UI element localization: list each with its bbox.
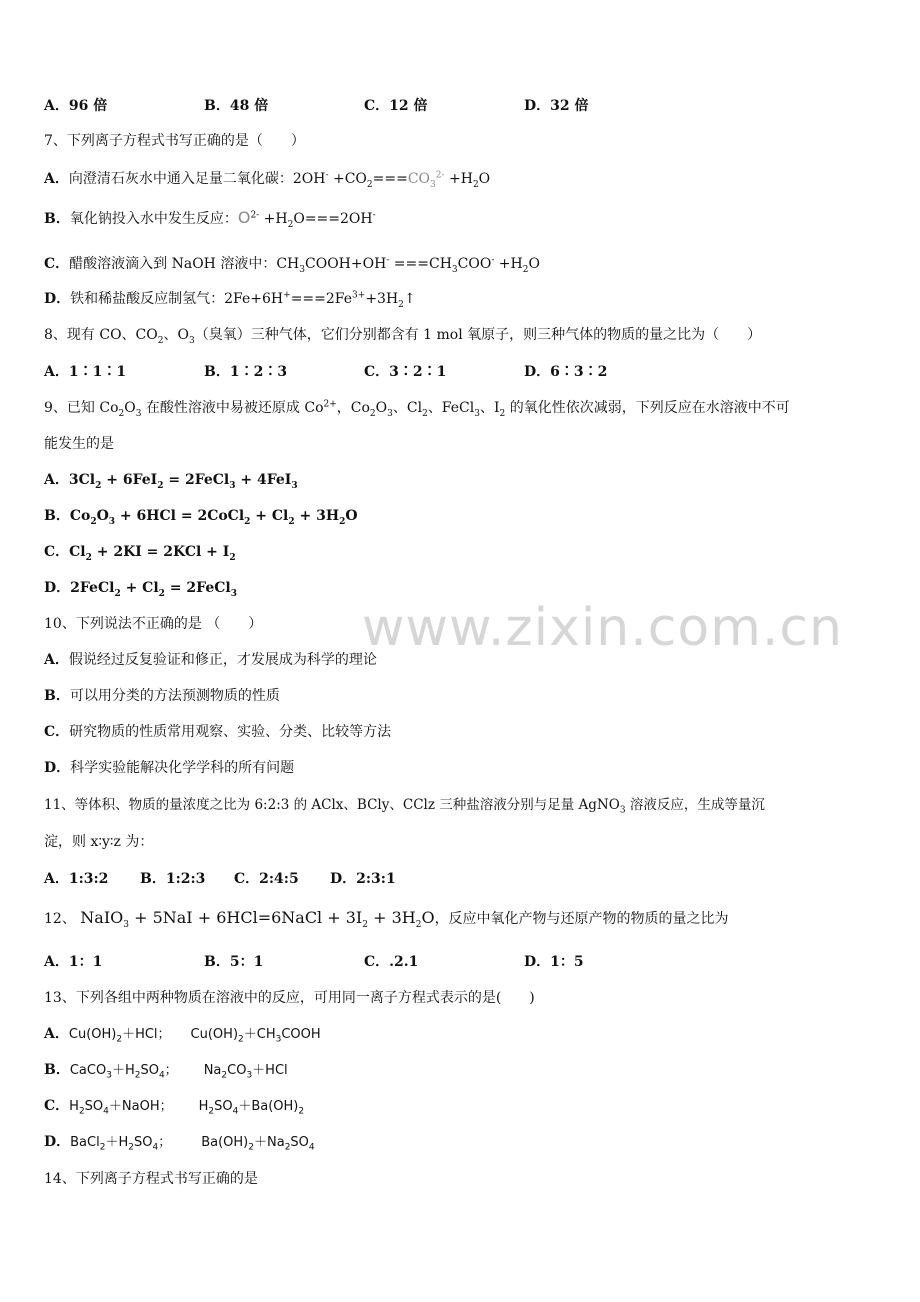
oxide-ion-image: O [237, 208, 251, 227]
q12-equation: NaIO$_3$ + 5NaI + 6HCl=6NaCl + $3I_2 + 3H_2O$ [80, 908, 435, 931]
q9-option-c[interactable]: C．$Cl_2 + 2KI = 2KCl + I_2$ [44, 544, 236, 563]
q10-stem: 10、下列说法不正确的是 （ ） [44, 616, 263, 632]
q12-option-b[interactable]: B．5：1 [204, 954, 264, 970]
q7-option-a[interactable]: A．向澄清石灰水中通入足量二氧化碳：$2OH^- +CO_2===CO_3^{2-} +H_2O$ [44, 170, 491, 190]
q13-option-c[interactable]: C．$H_2SO_4+NaOH$； $H_2SO_4+Ba(OH)_2$ [44, 1098, 305, 1117]
q11-stem-line2: 淀，则 x∶y∶z 为： [44, 834, 154, 850]
q13-option-a[interactable]: A．$Cu(OH)_2+HCl$； $Cu(OH)_2+CH_3COOH$ [44, 1026, 321, 1045]
q9-stem-line2: 能发生的是 [44, 436, 114, 452]
q9-option-d[interactable]: D．2FeCl$_2$ + $Cl_2$ = 2FeCl$_3$ [44, 580, 237, 599]
q7-stem: 7、下列离子方程式书写正确的是（ ） [44, 133, 305, 149]
q8-stem: 8、现有 CO、$CO_2$、$O_3$（臭氧）三种气体，它们分别都含有 1 mol 氧原子，则三种气体的物质的量之比为（ ） [44, 327, 762, 346]
q14-stem: 14、下列离子方程式书写正确的是 [44, 1171, 258, 1187]
q12-option-d[interactable]: D．1：5 [524, 954, 584, 970]
q8-option-b[interactable]: B．1∶2∶3 [204, 364, 288, 380]
q11-stem-line1: 11、等体积、物质的量浓度之比为 6:2:3 的 AClx、BCly、CClz 三种盐溶液分别与足量 AgNO$_3$ 溶液反应，生成等量沉 [44, 797, 765, 816]
q12-option-a[interactable]: A．1：1 [44, 954, 103, 970]
q11-option-c[interactable]: C．2:4:5 [234, 871, 299, 887]
q10-option-c[interactable]: C．研究物质的性质常用观察、实验、分类、比较等方法 [44, 724, 392, 740]
q6-option-c[interactable]: C．12 倍 [364, 98, 428, 114]
q10-option-a[interactable]: A．假说经过反复验证和修正，才发展成为科学的理论 [44, 652, 377, 668]
q10-option-b[interactable]: B．可以用分类的方法预测物质的性质 [44, 688, 280, 704]
q6-option-d[interactable]: D．32 倍 [524, 98, 589, 114]
q8-option-d[interactable]: D．6∶3∶2 [524, 364, 608, 380]
q6-option-b[interactable]: B．48 倍 [204, 98, 269, 114]
q9-stem-line1: 9、已知 $Co_2O_3$ 在酸性溶液中易被还原成 $Co^{2+}$，$Co_2O_3$、$Cl_2$、FeCl$_3$、$I_2$ 的氧化性依次减弱，下列反应在水溶液中不可 [44, 399, 790, 419]
q11-option-d[interactable]: D．2:3:1 [330, 871, 396, 887]
q8-option-a[interactable]: A．1∶1∶1 [44, 364, 127, 380]
q13-option-b[interactable]: B．$CaCO_3+H_2SO_4$； $Na_2CO_3+HCl$ [44, 1062, 288, 1081]
q13-option-d[interactable]: D．$BaCl_2+H_2SO_4$； $Ba(OH)_2+Na_2SO_4$ [44, 1134, 315, 1153]
q12-stem: 12、 NaIO$_3$ + 5NaI + 6HCl=6NaCl + $3I_2 + 3H_2O$，反应中氧化产物与还原产物的物质的量之比为 [44, 908, 729, 931]
q10-option-d[interactable]: D．科学实验能解决化学学科的所有问题 [44, 760, 295, 776]
watermark: www.zixin.com.cn [362, 598, 843, 658]
q9-option-b[interactable]: B．$Co_2O_3 + 6HCl$ = 2CoCl$_2$ + $Cl_2 + 3H_2O$ [44, 508, 358, 527]
q7-option-c[interactable]: C．醋酸溶液滴入到 NaOH 溶液中：$CH_3COOH+OH^- ===CH_3COO^- +H_2O$ [44, 255, 540, 275]
q8-option-c[interactable]: C．3∶2∶1 [364, 364, 447, 380]
q11-option-b[interactable]: B．1:2:3 [140, 871, 206, 887]
q12-option-c[interactable]: C．.2.1 [364, 954, 419, 970]
carbonate-ion-image: $CO_3^{2-}$ [407, 170, 445, 190]
q6-option-a[interactable]: A．96 倍 [44, 98, 108, 114]
q11-option-a[interactable]: A．1:3:2 [44, 871, 109, 887]
q13-stem: 13、下列各组中两种物质在溶液中的反应，可用同一离子方程式表示的是( ) [44, 990, 535, 1006]
q7-option-b[interactable]: B．氧化钠投入水中发生反应：$O^{2-} +H_2O===2OH^-$ [44, 208, 376, 230]
q7-option-d[interactable]: D．铁和稀盐酸反应制氢气：$2Fe+6H^+===2Fe^{3+}+3H_2↑$ [44, 290, 416, 310]
q9-option-a[interactable]: A．$3Cl_2 + 6FeI_2$ = 2FeCl$_3$ + 4FeI$_3$ [44, 472, 298, 491]
